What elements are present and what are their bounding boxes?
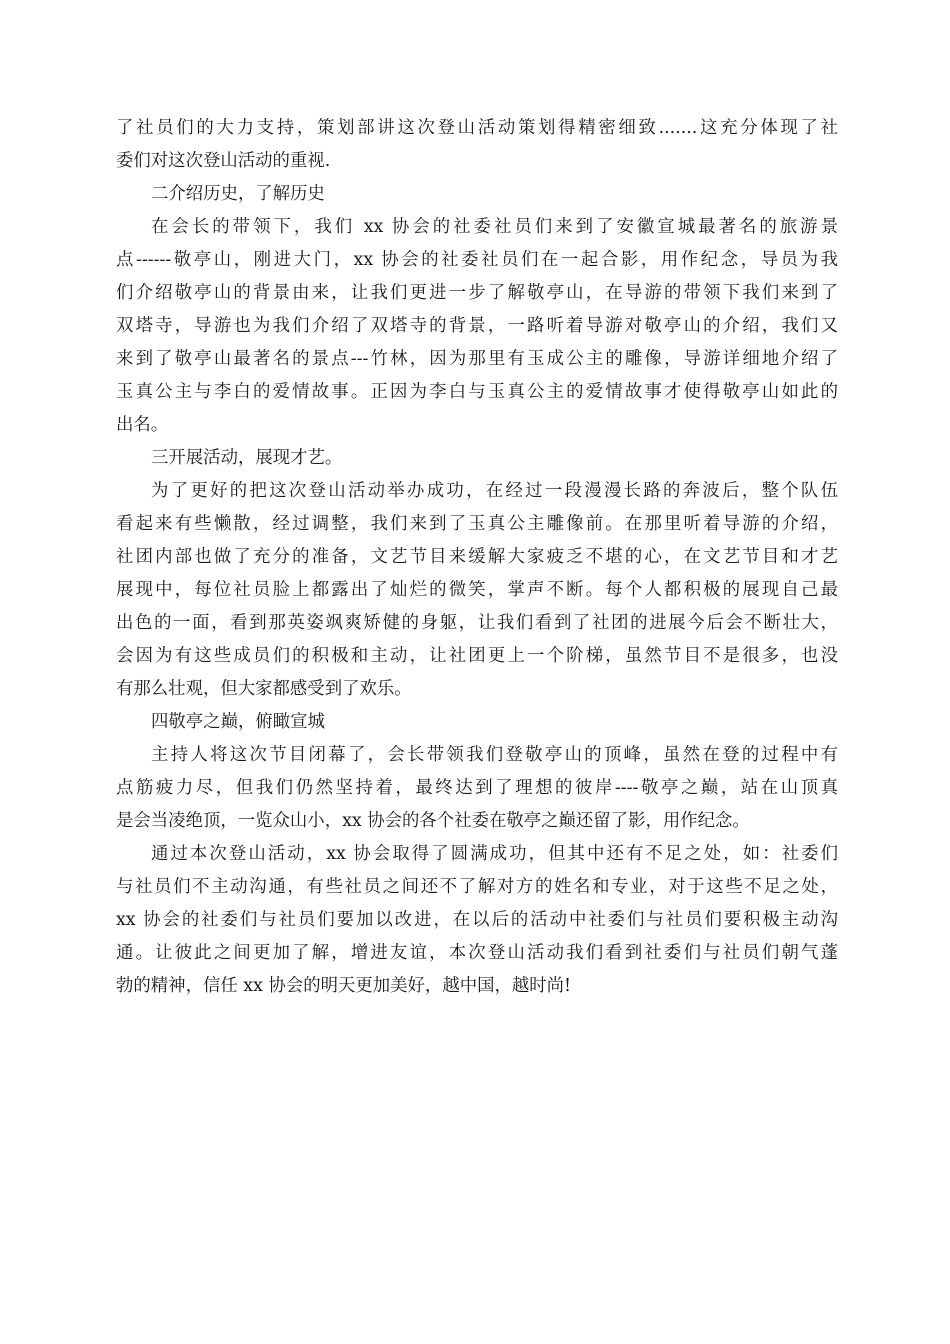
paragraph-conclusion <box>116 838 838 1003</box>
section-heading-summit: 四敬亭之巅，俯瞰宣城 <box>151 712 325 732</box>
text-line: 了社员们的大力支持，策划部讲这次登山活动策划得精密细致.......这充分体现了社 <box>116 118 838 138</box>
text-line: 委们对这次登山活动的重视. <box>116 151 331 171</box>
text-line: 有那么壮观，但大家都感受到了欢乐。 <box>116 679 412 699</box>
text-line: 会因为有这些成员们的积极和主动，让社团更上一个阶梯，虽然节目不是很多，也没 <box>116 646 838 666</box>
text-line: 勃的精神，信任 xx 协会的明天更加美好，越中国，越时尚! <box>116 976 572 996</box>
text-line: 出色的一面，看到那英姿飒爽矫健的身躯，让我们看到了社团的进展今后会不断壮大， <box>116 613 838 633</box>
paragraph-activities <box>116 475 838 706</box>
text-line: 点------敬亭山，刚进大门，xx 协会的社委社员们在一起合影，用作纪念，导员为我 <box>116 250 838 270</box>
text-line: xx 协会的社委们与社员们要加以改进，在以后的活动中社委们与社员们要积极主动沟 <box>116 910 838 930</box>
section-heading-activities: 三开展活动，展现才艺。 <box>151 448 343 468</box>
text-line: 看起来有些懒散，经过调整，我们来到了玉真公主雕像前。在那里听着导游的介绍， <box>116 514 838 534</box>
text-line: 玉真公主与李白的爱情故事。正因为李白与玉真公主的爱情故事才使得敬亭山如此的 <box>116 382 838 402</box>
text-line: 出名。 <box>116 415 169 435</box>
text-line: 为了更好的把这次登山活动举办成功，在经过一段漫漫长路的奔波后，整个队伍 <box>151 481 838 501</box>
text-line: 来到了敬亭山最著名的景点---竹林，因为那里有玉成公主的雕像，导游详细地介绍了 <box>116 349 838 369</box>
paragraph-summit <box>116 739 838 838</box>
text-line: 双塔寺，导游也为我们介绍了双塔寺的背景，一路听着导游对敬亭山的介绍，我们又 <box>116 316 838 336</box>
text-line: 是会当凌绝顶，一览众山小，xx 协会的各个社委在敬亭之巅还留了影，用作纪念。 <box>116 811 750 831</box>
text-line: 展现中，每位社员脸上都露出了灿烂的微笑，掌声不断。每个人都积极的展现自己最 <box>116 580 838 600</box>
document-page <box>116 112 838 1003</box>
paragraph-intro-continued <box>116 112 838 178</box>
paragraph-history <box>116 211 838 442</box>
text-line: 在会长的带领下，我们 xx 协会的社委社员们来到了安徽宣城最著名的旅游景 <box>151 217 838 237</box>
text-line: 主持人将这次节目闭幕了，会长带领我们登敬亭山的顶峰，虽然在登的过程中有 <box>151 745 838 765</box>
text-line: 们介绍敬亭山的背景由来，让我们更进一步了解敬亭山，在导游的带领下我们来到了 <box>116 283 838 303</box>
text-line: 通。让彼此之间更加了解，增进友谊，本次登山活动我们看到社委们与社员们朝气蓬 <box>116 943 838 963</box>
text-line: 与社员们不主动沟通，有些社员之间还不了解对方的姓名和专业，对于这些不足之处， <box>116 877 838 897</box>
text-line: 点筋疲力尽，但我们仍然坚持着，最终达到了理想的彼岸----敬亭之巅，站在山顶真 <box>116 778 838 798</box>
text-line: 社团内部也做了充分的准备，文艺节目来缓解大家疲乏不堪的心，在文艺节目和才艺 <box>116 547 838 567</box>
section-heading-history: 二介绍历史，了解历史 <box>151 184 325 204</box>
text-line: 通过本次登山活动，xx 协会取得了圆满成功，但其中还有不足之处，如：社委们 <box>151 844 838 864</box>
